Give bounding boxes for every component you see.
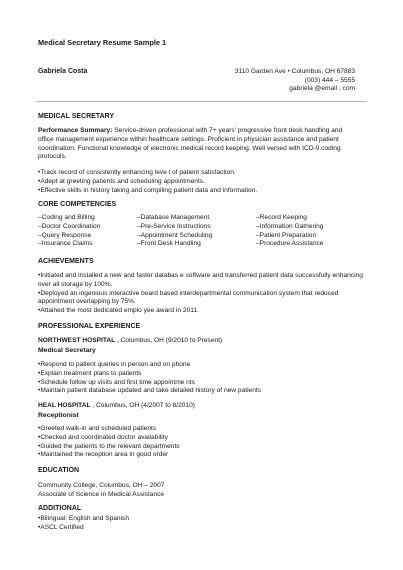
competencies-heading: CORE COMPETENCIES xyxy=(38,201,117,208)
additional-bullets xyxy=(38,515,368,533)
competency-item: – Procedure Assistance xyxy=(256,240,368,249)
list-item: • Guided the patients to the relevant departments xyxy=(38,443,368,452)
job-title: Receptionist xyxy=(38,412,79,419)
additional-heading: ADDITIONAL xyxy=(38,505,82,512)
job-location-dates: , Columbus, OH (9/2010 to Present) xyxy=(115,337,223,344)
job-bullets xyxy=(38,361,368,396)
achievements-bullets xyxy=(38,272,368,316)
summary-paragraph xyxy=(38,127,358,162)
email-address: gabriela @email . com xyxy=(289,85,355,93)
list-item: • Checked and coordinated doctor availability xyxy=(38,434,368,443)
education-heading: EDUCATION xyxy=(38,467,80,474)
competency-item: – Appointment Scheduling xyxy=(137,232,256,241)
list-item: • Maintained the reception area in good order xyxy=(38,451,368,460)
list-item: • Explain treatment plans to patients xyxy=(38,370,368,379)
list-item: • Initiated and installed a new and faster databas e software and transferred patient data successfully enhancing over all storage by 100%. xyxy=(38,272,368,290)
competency-item: – Doctor Coordination xyxy=(38,223,137,232)
employer-name: NORTHWEST HOSPITAL xyxy=(38,337,116,344)
list-item: • Bilingual: English and Spanish xyxy=(38,515,368,524)
employer-name: HEAL HOSPITAL xyxy=(38,402,91,409)
list-item: • Effective skills in history taking and compiling patient data and information. xyxy=(38,187,368,196)
document-title: Medical Secretary Resume Sample 1 xyxy=(38,38,167,47)
list-item: • Maintain patient database updated and take detailed history of new patients xyxy=(38,387,368,396)
list-item: • Greeted walk-in and scheduled patients xyxy=(38,425,368,434)
competency-item: – Coding and Billing xyxy=(38,214,137,223)
job-bullets xyxy=(38,425,368,460)
list-item: • Deployed an ingenious interactive board based interdepartmental communication system that reduced appointment overlapping by 75%. xyxy=(38,290,368,308)
competency-item: – Patient Preparation xyxy=(256,232,368,241)
list-item: • Respond to patient queries in person and on phone xyxy=(38,361,368,370)
list-item: • Track record of consistently enhancing leve l of patient satisfaction. xyxy=(38,169,368,178)
candidate-name: Gabriela Costa xyxy=(38,68,88,75)
summary-label: Performance Summary: xyxy=(38,127,113,134)
competency-item: – Database Management xyxy=(137,214,256,223)
competency-item: – Insurance Claims xyxy=(38,240,137,249)
job-location-dates: , Columbus, OH (4/2007 to 8/2010) xyxy=(90,402,195,409)
summary-bullets xyxy=(38,169,368,195)
experience-heading: PROFESSIONAL EXPERIENCE xyxy=(38,323,141,330)
list-item: • Adept at greeting patients and scheduling appointments. xyxy=(38,178,368,187)
competency-item: – Pre-Service Instructions xyxy=(137,223,256,232)
list-item: • Attained the most dedicated emplo yee award in 2011. xyxy=(38,307,368,316)
summary-text: Service-driven professional with 7+ years' progressive front desk handling and office management experience within healthcare settings. Proficient in physician assistance and patient coordination. Functional knowledge of electronic medical record keeping. Well versed with ICD-9 coding protocols. xyxy=(38,127,343,161)
education-school: Community College, Columbus, OH – 2007 xyxy=(38,482,165,489)
contact-block xyxy=(235,68,355,94)
header-divider xyxy=(36,101,367,102)
competency-item: – Record Keeping xyxy=(256,214,368,223)
list-item: • ASCL Certified xyxy=(38,524,368,533)
job-employer-line xyxy=(38,337,222,344)
job-employer-line xyxy=(38,402,195,409)
competency-item: – Query Response xyxy=(38,232,137,241)
competency-item: – Front Desk Handling xyxy=(137,240,256,249)
list-item: • Schedule follow up visits and first time appointme nts xyxy=(38,379,368,388)
phone-number: (003) 444 – 5555 xyxy=(304,76,355,84)
summary-heading: MEDICAL SECRETARY xyxy=(38,113,115,120)
competency-item: – Information Gathering xyxy=(256,223,368,232)
street-address: 3110 Garden Ave • Columbus, OH 67883 xyxy=(234,68,355,75)
education-degree: Associate of Science in Medical Assistance xyxy=(38,491,165,498)
achievements-heading: ACHIEVEMENTS xyxy=(38,258,94,265)
competencies-grid xyxy=(38,214,368,249)
job-title: Medical Secretary xyxy=(38,347,96,354)
